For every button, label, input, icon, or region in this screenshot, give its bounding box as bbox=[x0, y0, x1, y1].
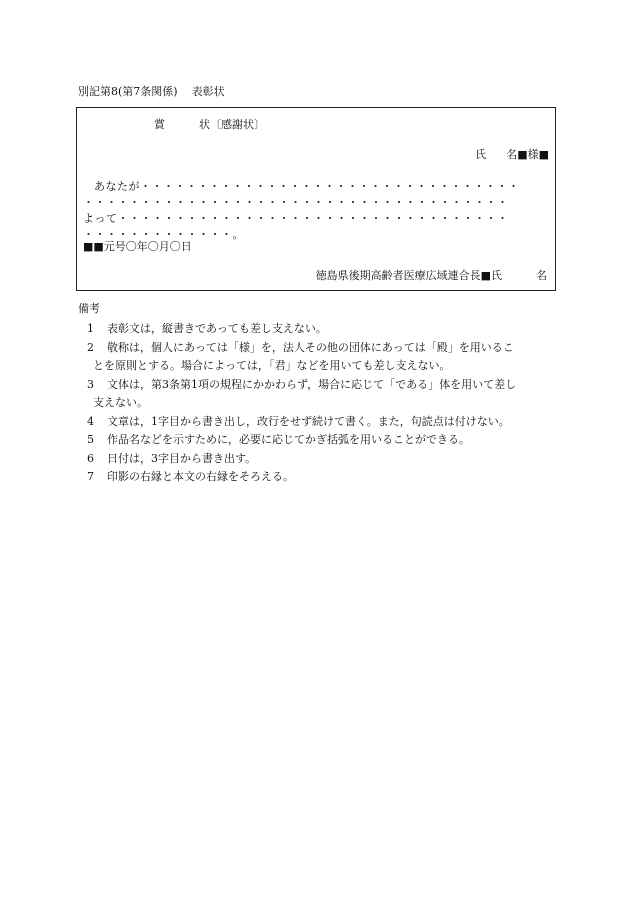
addressee-label2: 名■様■ bbox=[506, 148, 549, 161]
page-heading bbox=[78, 86, 225, 97]
remark-number: 4 bbox=[87, 414, 94, 428]
list-item bbox=[78, 468, 556, 487]
body-line-1: あなたが・・・・・・・・・・・・・・・・・・・・・・・・・・・・・・・・・ bbox=[94, 180, 520, 193]
addressee bbox=[475, 149, 549, 160]
title-part1: 賞 bbox=[154, 118, 165, 131]
remark-number: 7 bbox=[87, 470, 94, 483]
list-item bbox=[78, 431, 556, 450]
remark-text-cont: 支えない。 bbox=[93, 396, 148, 409]
date-line: ■■元号〇年〇月〇日 bbox=[83, 240, 192, 253]
remark-number: 6 bbox=[87, 451, 94, 465]
body-line-3: よって・・・・・・・・・・・・・・・・・・・・・・・・・・・・・・・・・・ bbox=[83, 212, 509, 225]
remark-text: 表彰文は，縦書きであっても差し支えない。 bbox=[107, 322, 327, 335]
list-item bbox=[78, 450, 556, 469]
remark-text: 文体は，第3条第1項の規程にかかわらず，場合に応じて「である」体を用いて差し bbox=[107, 377, 517, 391]
addressee-label1: 氏 bbox=[475, 148, 487, 161]
remark-text-cont: とを原則とする。場合によっては，「君」などを用いても差し支えない。 bbox=[93, 359, 451, 372]
body-line-4: ・・・・・・・・・・・・・。 bbox=[83, 228, 244, 241]
list-item bbox=[78, 339, 556, 376]
remark-text: 印影の右縁と本文の右縁をそろえる。 bbox=[107, 470, 294, 483]
remark-text: 作品名などを示すために，必要に応じてかぎ括弧を用いることができる。 bbox=[107, 433, 470, 446]
remarks-heading: 備考 bbox=[78, 302, 100, 315]
list-item bbox=[78, 320, 556, 339]
list-item bbox=[78, 413, 556, 432]
remark-number: 5 bbox=[87, 433, 94, 446]
signer bbox=[316, 270, 547, 281]
signer-name-label: 名 bbox=[536, 269, 547, 282]
remark-number: 1 bbox=[87, 322, 94, 335]
remark-text: 日付は，3字目から書き出す。 bbox=[107, 451, 257, 465]
remark-text: 敬称は，個人にあっては「様」を，法人その他の団体にあっては「殿」を用いるこ bbox=[107, 340, 514, 354]
certificate-template-box bbox=[76, 107, 556, 291]
signer-title: 徳島県後期高齢者医療広域連合長■氏 bbox=[315, 269, 502, 282]
remark-text: 文章は，1字目から書き出し，改行をせず続けて書く。また，句読点は付けない。 bbox=[107, 414, 510, 428]
remarks-list bbox=[78, 320, 556, 487]
body-line-2: ・・・・・・・・・・・・・・・・・・・・・・・・・・・・・・・・・・・・・ bbox=[83, 196, 509, 209]
list-item bbox=[78, 376, 556, 413]
title-part2: 状〔感謝状〕 bbox=[199, 118, 265, 131]
heading-prefix: 別記第8(第7条関係) bbox=[78, 85, 178, 98]
remark-number: 3 bbox=[87, 377, 94, 391]
remark-number: 2 bbox=[87, 340, 94, 354]
certificate-title bbox=[154, 119, 265, 130]
heading-name: 表彰状 bbox=[191, 85, 225, 98]
